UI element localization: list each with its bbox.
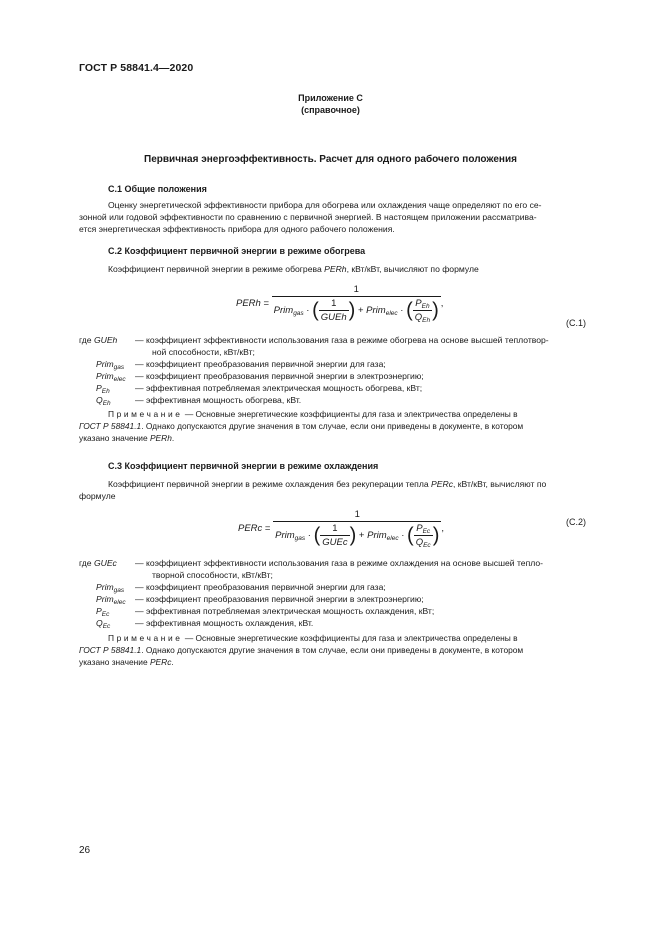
c3-def-primgas: Prim$_{gas}$ — коэффициент преобразования первичной энергии для газа; <box>96 582 386 594</box>
appendix-title: Приложение С <box>298 93 363 103</box>
c2-def-guehh: где GUEh — коэффициент эффективности использования газа в режиме обогрева на основе высшей теплотвор- <box>79 335 549 345</box>
note-word: Примечание <box>108 409 183 419</box>
standard-header: ГОСТ Р 58841.4—2020 <box>79 62 194 74</box>
c1-line-3: ется энергетическая эффективность прибора для одного рабочего положения. <box>79 224 395 235</box>
section-c2-heading: С.2 Коэффициент первичной энергии в режиме обогрева <box>108 246 366 256</box>
perh-symbol: PERh <box>324 264 347 274</box>
c1-line-2: зонной или годовой эффективности по сравнению с первичной энергией. В настоящем приложении рассматрива- <box>79 212 537 223</box>
document-title: Первичная энергоэффективность. Расчет для одного рабочего положения <box>144 154 517 165</box>
appendix-subtitle: (справочное) <box>301 105 360 115</box>
c3-def-primelec: Prim$_{elec}$ — коэффициент преобразования первичной энергии в электроэнергию; <box>96 594 424 606</box>
c2-def-primgas: Prim$_{gas}$ — коэффициент преобразования первичной энергии для газа; <box>96 359 386 371</box>
c3-note: Примечание — Основные энергетические коэффициенты для газа и электричества определены в ГОСТ Р 58841.1. Однако допускаются другие значения в том случае, если они приведены в документе, в котором указано значение PERc. <box>79 633 524 668</box>
section-c3-heading: С.3 Коэффициент первичной энергии в режиме охлаждения <box>108 461 379 471</box>
c2-def-primelec: Prim$_{elec}$ — коэффициент преобразования первичной энергии в электроэнергию; <box>96 371 424 383</box>
formula-c2-label: (С.2) <box>566 517 586 527</box>
c3-def-pec: $P_{Ec}$ — эффективная потребляемая электрическая мощность охлаждения, кВт; <box>96 606 435 618</box>
c2-intro: Коэффициент первичной энергии в режиме обогрева PERh, кВт/кВт, вычисляют по формуле <box>108 264 479 274</box>
c3-intro: Коэффициент первичной энергии в режиме охлаждения без рекуперации тепла PERc, кВт/кВт, вычисляют по формуле <box>79 479 547 502</box>
page-number: 26 <box>79 845 91 856</box>
c3-def-guec-cont: творной способности, кВт/кВт; <box>152 570 273 580</box>
c3-def-guec: где GUEc — коэффициент эффективности использования газа в режиме охлаждения на основе высшей тепло- <box>79 558 543 568</box>
c2-def-guehh-cont: ной способности, кВт/кВт; <box>152 347 255 357</box>
c2-note: Примечание — Основные энергетические коэффициенты для газа и электричества определены в ГОСТ Р 58841.1. Однако допускаются другие значения в том случае, если они приведены в документе, в котором указано значение PERh. <box>79 409 524 444</box>
c2-def-qeh: $Q_{Eh}$ — эффективная мощность обогрева, кВт. <box>96 395 302 407</box>
formula-c2: PERc = 1 Prim$_{gas}$ · ( $\frac{1}{\text{GUEc}}$ ) + Prim$_{elec}$ · ( $\frac{P_{Ec}}{Q_{Ec}}$ ) , <box>238 509 444 549</box>
c2-def-peh: $P_{Eh}$ — эффективная потребляемая электрическая мощность обогрева, кВт; <box>96 383 423 395</box>
formula-c1: PERh = 1 Prim$_{gas}$ · ( $\frac{1}{\text{GUEh}}$ ) + Prim$_{elec}$ · ( $\frac{P_{Eh}}{Q_{Eh}}$ ) , <box>236 284 444 324</box>
section-c1-paragraph <box>79 199 613 236</box>
section-c1-heading: С.1 Общие положения <box>108 184 207 194</box>
c3-definitions <box>79 557 619 632</box>
c2-definitions <box>79 334 619 409</box>
formula-c1-label: (С.1) <box>566 318 586 328</box>
c1-line-1: Оценку энергетической эффективности прибора для обогрева или охлаждения чаще определяют по его се- <box>108 200 542 210</box>
c3-def-qec: $Q_{Ec}$ — эффективная мощность охлаждения, кВт. <box>96 618 314 630</box>
appendix-heading <box>0 92 661 116</box>
